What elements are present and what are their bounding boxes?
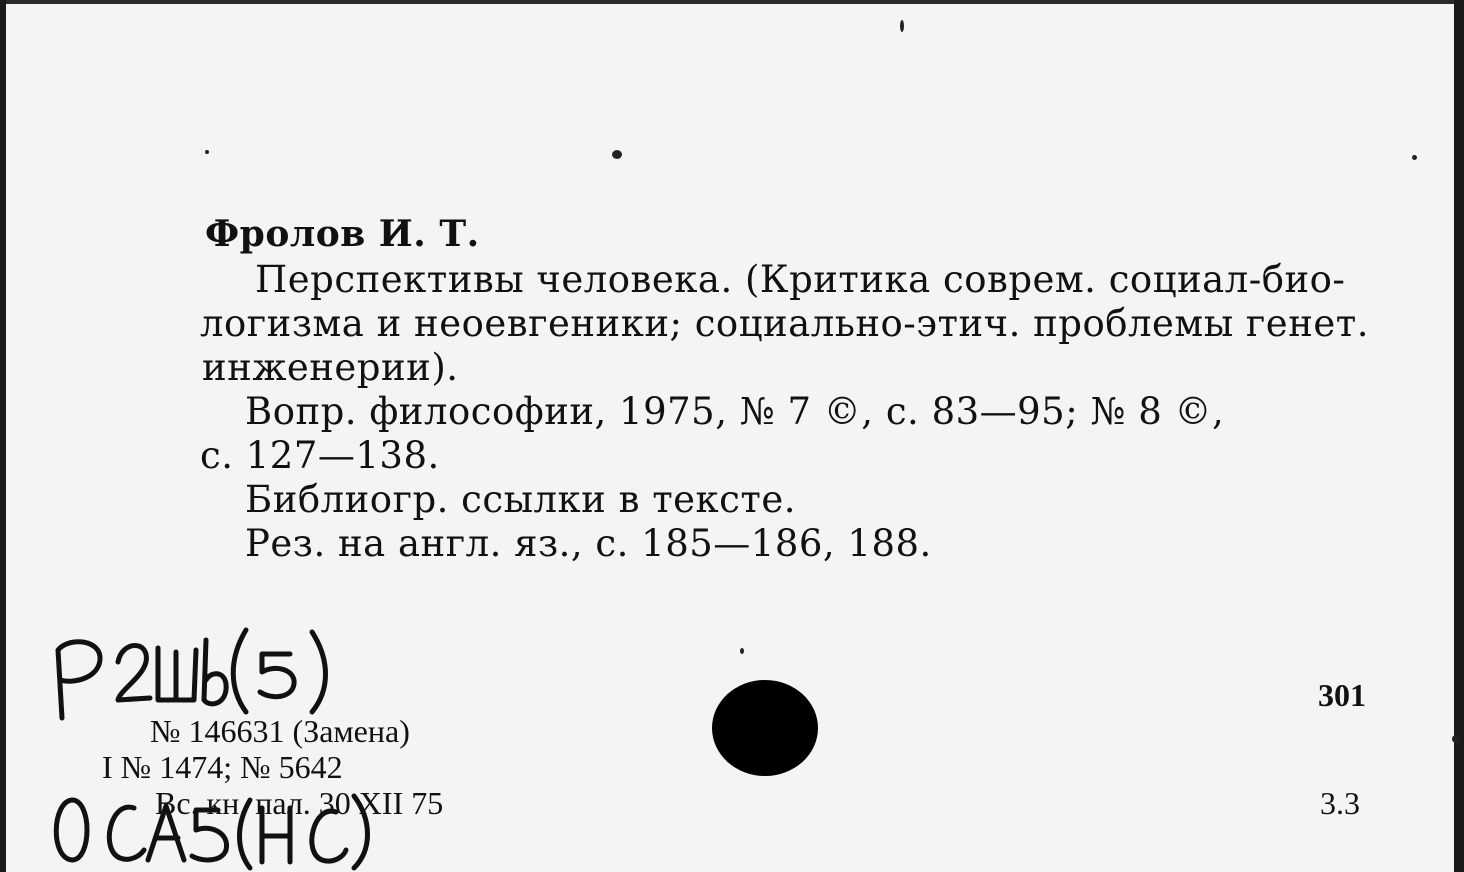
handwritten-bottom-mark bbox=[192, 810, 227, 860]
summary-note: Рез. на англ. яз., с. 185—186, 188. bbox=[245, 522, 932, 565]
right-code: 3.3 bbox=[1320, 785, 1360, 821]
bibliography-note: Библиогр. ссылки в тексте. bbox=[245, 478, 797, 521]
handwritten-top-mark bbox=[312, 632, 326, 712]
handwritten-bottom-mark bbox=[240, 800, 251, 868]
title-line-1: Перспективы человека. (Критика соврем. социал-био- bbox=[255, 258, 1346, 301]
copies-line: I № 1474; № 5642 bbox=[102, 749, 343, 785]
handwritten-bottom-mark bbox=[148, 806, 184, 860]
handwritten-top-mark bbox=[58, 642, 100, 718]
handwritten-bottom-mark bbox=[56, 800, 87, 860]
handwritten-top-mark bbox=[158, 648, 196, 700]
card-number-line: № 146631 (Замена) bbox=[150, 713, 410, 749]
handwritten-bottom-mark bbox=[262, 808, 290, 862]
source-line-1: Вопр. философии, 1975, № 7 ©, с. 83—95; № 8 ©, bbox=[245, 390, 1225, 433]
handwritten-top-mark bbox=[118, 646, 150, 701]
date-line: Вс. кн. пал. 30 XII 75 bbox=[155, 785, 444, 821]
handwritten-top-mark bbox=[260, 654, 294, 697]
handwritten-top-mark bbox=[233, 630, 246, 712]
source-line-2: с. 127—138. bbox=[200, 434, 440, 477]
handwritten-bottom-mark bbox=[312, 811, 346, 861]
title-line-2: логизма и неоевгеники; социально-этич. проблемы генет. bbox=[200, 302, 1369, 345]
handwritten-top-mark bbox=[204, 640, 226, 704]
title-line-3: инженерии). bbox=[202, 346, 459, 389]
handwritten-bottom-mark bbox=[354, 796, 368, 868]
right-number: 301 bbox=[1318, 677, 1366, 713]
handwritten-bottom-mark bbox=[109, 807, 144, 859]
author-name: Фролов И. Т. bbox=[205, 213, 480, 255]
